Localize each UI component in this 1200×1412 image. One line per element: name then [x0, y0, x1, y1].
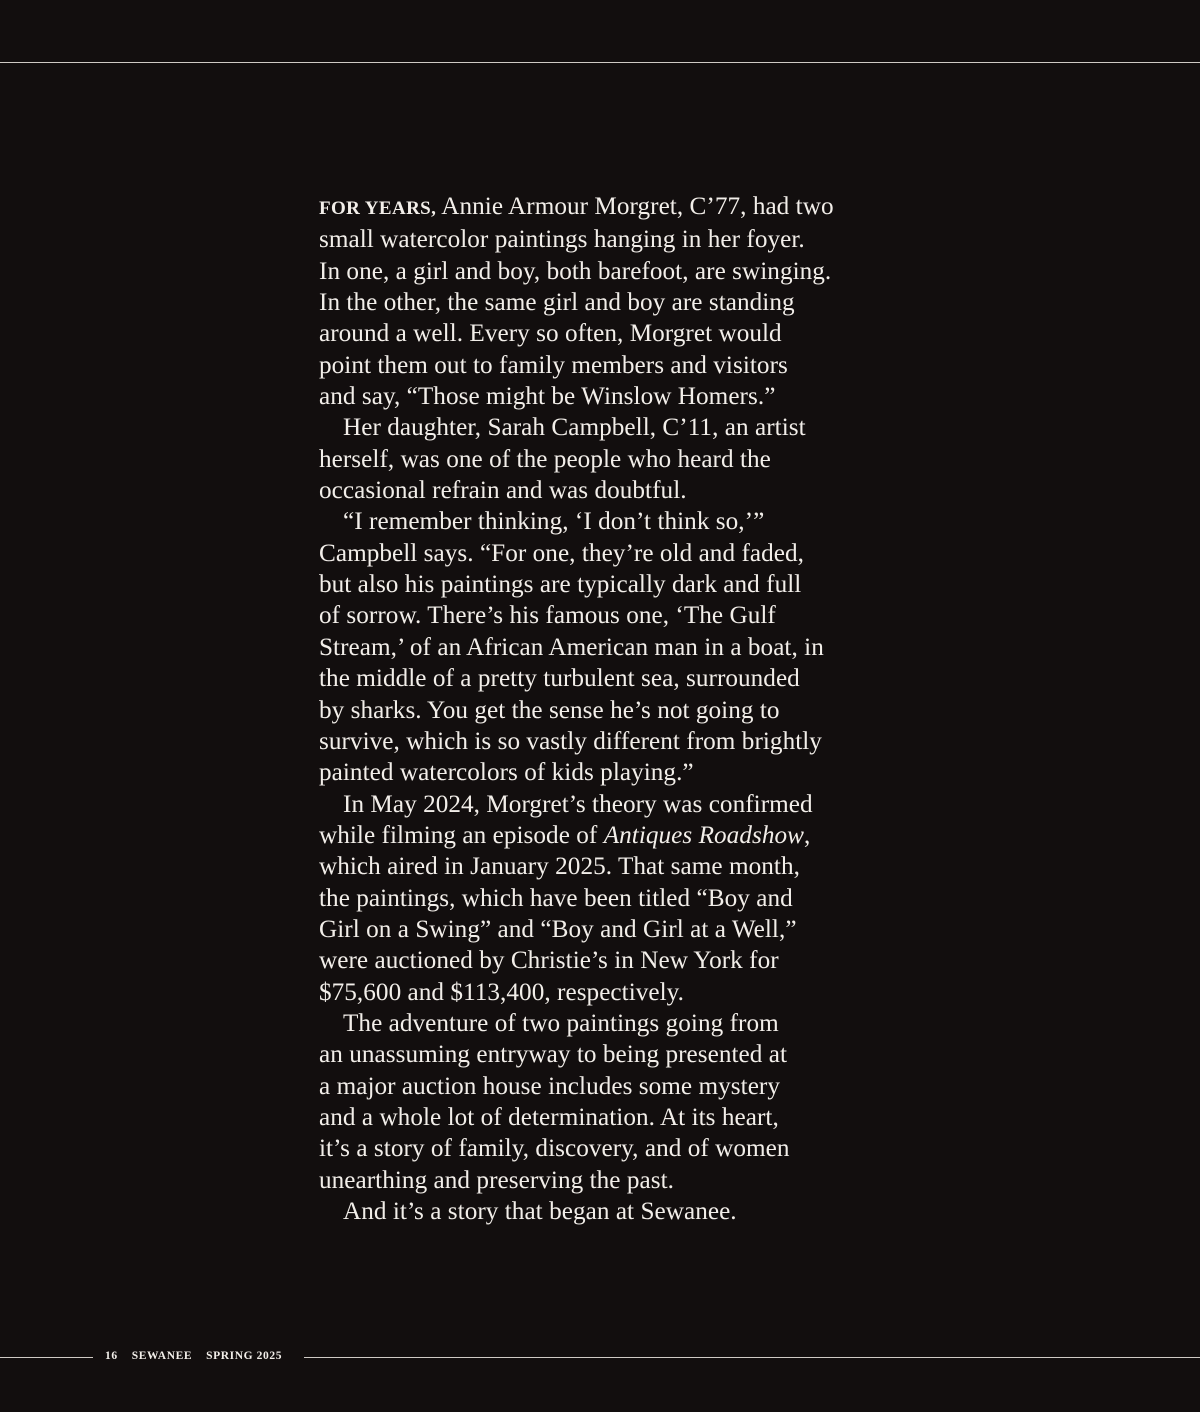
text-line: small watercolor paintings hanging in her foyer.	[319, 226, 805, 254]
footer-rule	[304, 1357, 1200, 1358]
publication-name: SEWANEE	[131, 1350, 193, 1362]
text-line: were auctioned by Christie’s in New York for	[319, 947, 779, 975]
text-line: occasional refrain and was doubtful.	[319, 477, 687, 505]
text-line: “I remember thinking, ‘I don’t think so,’”	[343, 508, 765, 536]
header-rule	[0, 62, 1200, 63]
text-line: Girl on a Swing” and “Boy and Girl at a Well,”	[319, 915, 797, 943]
line-text: ,	[803, 821, 811, 849]
text-line: which aired in January 2025. That same month,	[319, 853, 800, 881]
show-title: Antiques Roadshow	[603, 821, 804, 849]
text-line: and say, “Those might be Winslow Homers.”	[319, 383, 776, 411]
text-line: but also his paintings are typically dark and full	[319, 571, 802, 599]
text-line: Stream,’ of an African American man in a boat, in	[319, 633, 824, 661]
footer-rule	[0, 1357, 93, 1358]
text-line: herself, was one of the people who heard the	[319, 445, 771, 473]
text-line: In May 2024, Morgret’s theory was confirmed	[343, 790, 813, 818]
page-footer	[0, 1347, 1200, 1367]
text-line: unearthing and preserving the past.	[319, 1166, 674, 1194]
folio	[105, 1350, 296, 1362]
article-body	[319, 191, 919, 1227]
text-line: an unassuming entryway to being presented at	[319, 1041, 788, 1069]
text-line: of sorrow. There’s his famous one, ‘The Gulf	[319, 602, 776, 630]
text-line: by sharks. You get the sense he’s not going to	[319, 696, 780, 724]
text-line: a major auction house includes some mystery	[319, 1072, 781, 1100]
text-line: Campbell says. “For one, they’re old and faded,	[319, 539, 804, 567]
text-line: In one, a girl and boy, both barefoot, are swinging.	[319, 257, 832, 285]
text-line: And it’s a story that began at Sewanee.	[343, 1198, 737, 1225]
line-text: Annie Armour Morgret, C’77, had two	[436, 193, 834, 220]
text-line	[319, 820, 919, 851]
line-text: while filming an episode of	[319, 821, 604, 849]
text-line: The adventure of two paintings going from	[343, 1009, 779, 1037]
text-line: painted watercolors of kids playing.”	[319, 759, 694, 787]
text-line: the paintings, which have been titled “Boy and	[319, 884, 793, 912]
text-line: it’s a story of family, discovery, and of women	[319, 1135, 790, 1163]
text-line: and a whole lot of determination. At its heart,	[319, 1103, 779, 1131]
page-number: 16	[105, 1350, 118, 1362]
text-line: $75,600 and $113,400, respectively.	[319, 978, 685, 1006]
text-line: point them out to family members and visitors	[319, 351, 788, 379]
text-line: In the other, the same girl and boy are standing	[319, 289, 795, 317]
text-line	[319, 191, 919, 224]
issue-date: SPRING 2025	[206, 1350, 283, 1362]
text-line: around a well. Every so often, Morgret would	[319, 320, 782, 348]
text-line: Her daughter, Sarah Campbell, C’11, an artist	[343, 414, 806, 442]
lead-in: FOR YEARS,	[319, 198, 437, 219]
text-line: the middle of a pretty turbulent sea, surrounded	[319, 665, 800, 693]
text-line: survive, which is so vastly different from brightly	[319, 727, 822, 755]
